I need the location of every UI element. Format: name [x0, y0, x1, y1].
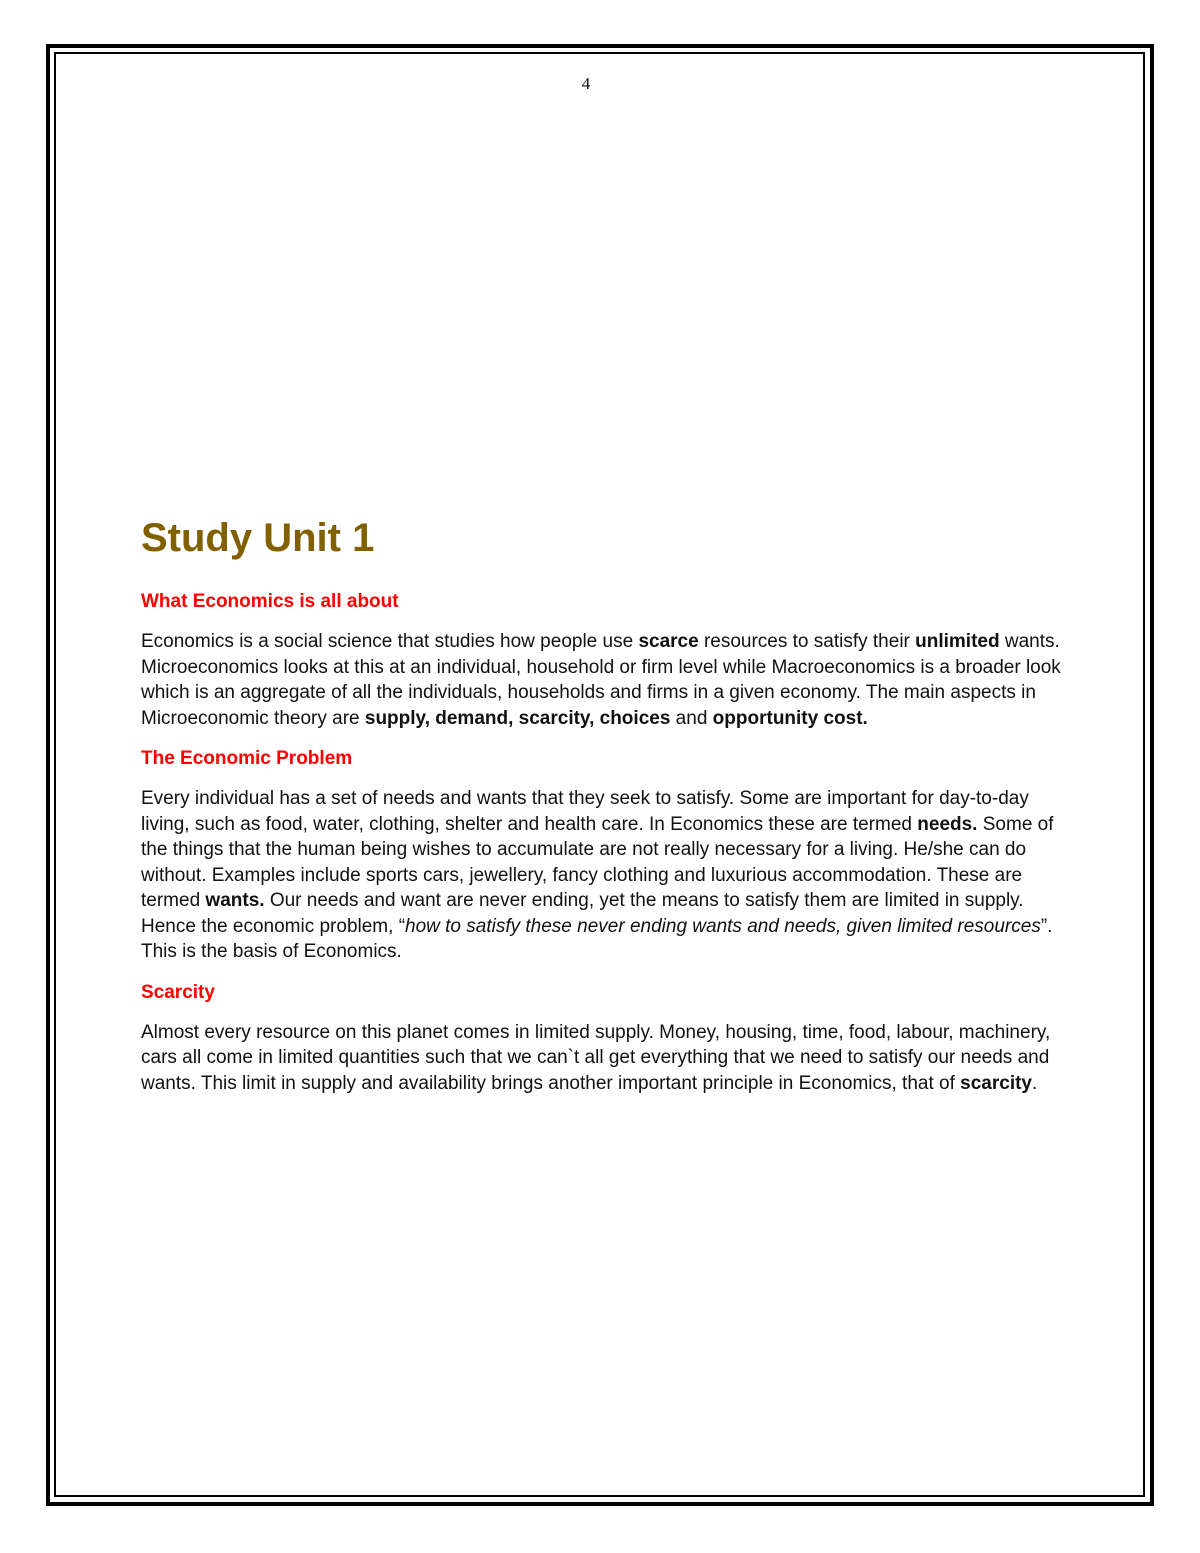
document-content	[141, 514, 1066, 1112]
unit-title: Study Unit 1	[141, 516, 375, 560]
paragraph-what-economics: Economics is a social science that studies how people use scarce resources to satisfy their unlimited wants. Microeconomics looks at this at an individual, household or firm level while Macroeconomics is a broader look which is an aggregate of all the individuals, households and firms in a given economy. The main aspects in Microeconomic theory are supply, demand, scarcity, choices and opportunity cost.	[141, 631, 1061, 729]
paragraph-economic-problem: Every individual has a set of needs and wants that they seek to satisfy. Some are important for day-to-day living, such as food, water, clothing, shelter and health care. In Economics these are termed needs. Some of the things that the human being wishes to accumulate are not really necessary for a living. He/she can do without. Examples include sports cars, jewellery, fancy clothing and luxurious accommodation. These are termed wants. Our needs and want are never ending, yet the means to satisfy them are limited in supply. Hence the economic problem, “how to satisfy these never ending wants and needs, given limited resources”. This is the basis of Economics.	[141, 788, 1054, 962]
heading-economic-problem: The Economic Problem	[141, 748, 353, 769]
paragraph-scarcity: Almost every resource on this planet comes in limited supply. Money, housing, time, food, labour, machinery, cars all come in limited quantities such that we can`t all get everything that we need to satisfy our needs and wants. This limit in supply and availability brings another important principle in Economics, that of scarcity.	[141, 1021, 1051, 1094]
page-number: 4	[581, 74, 591, 93]
heading-scarcity: Scarcity	[141, 981, 215, 1003]
heading-what-economics: What Economics is all about	[141, 591, 399, 612]
